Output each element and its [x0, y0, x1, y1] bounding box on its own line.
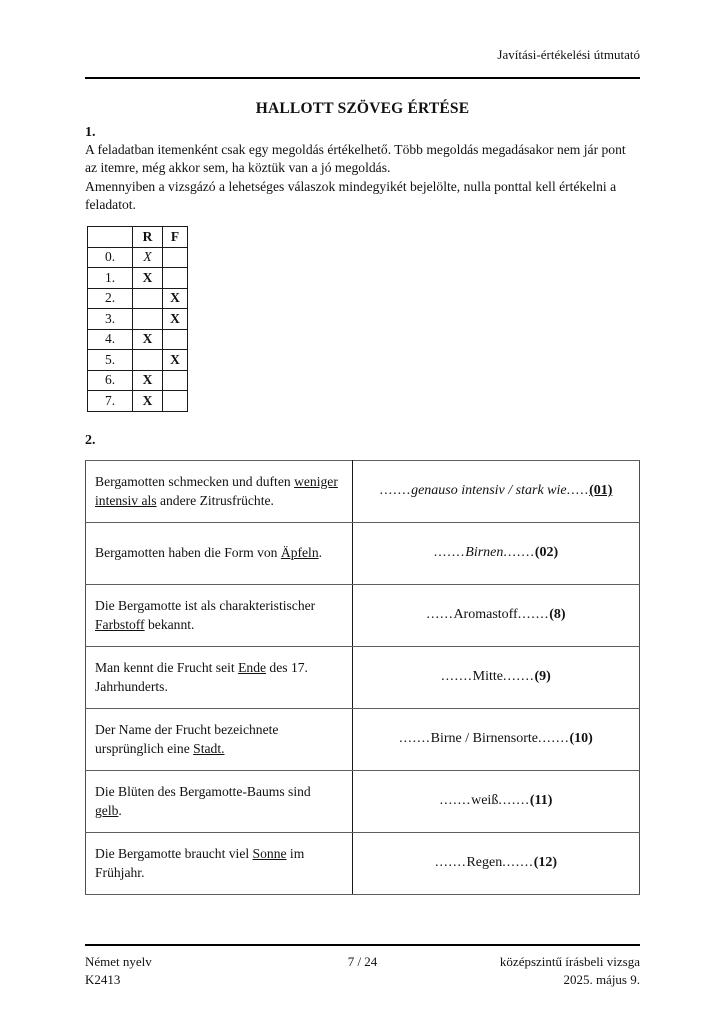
table-row — [86, 584, 640, 646]
statement-text: Bergamotten haben die Form von — [95, 545, 281, 561]
rf-mark-f — [163, 329, 188, 350]
answer-item-number: (02) — [534, 545, 559, 561]
rf-row-label: 4. — [88, 329, 133, 350]
table-row — [88, 329, 188, 350]
section-2-number: 2. — [85, 432, 96, 448]
answer-cell — [353, 708, 640, 770]
rf-mark-r: X — [133, 268, 163, 289]
rf-mark-f — [163, 391, 188, 412]
rf-mark-r: X — [133, 329, 163, 350]
answer-cell — [353, 646, 640, 708]
statement-cell — [86, 584, 353, 646]
statement-text: Bergamotten schmecken und duften — [95, 473, 295, 489]
table-row — [86, 708, 640, 770]
section-1-number: 1. — [85, 125, 96, 140]
rf-mark-r — [133, 288, 163, 309]
rf-row-label: 0. — [88, 247, 133, 268]
table-row — [88, 268, 188, 289]
answer-item-number: (10) — [569, 731, 593, 747]
footer-left — [85, 953, 348, 989]
rf-mark-f: X — [163, 288, 188, 309]
statement-underlined-word: Stadt. — [193, 741, 225, 757]
table-row — [86, 770, 640, 832]
rf-row-label: 6. — [88, 370, 133, 391]
table-row — [88, 247, 188, 268]
statement-cell — [86, 708, 353, 770]
answer-cell — [353, 832, 640, 894]
answer-dots: ....... — [503, 669, 535, 685]
rf-mark-f — [163, 268, 188, 289]
statement-text: Die Bergamotte ist als charakteristischer — [95, 597, 316, 613]
statement-cell — [86, 832, 353, 894]
answer-dots: ....... — [379, 483, 412, 499]
answer-dots: ....... — [503, 545, 535, 561]
answer-dots: ....... — [517, 607, 550, 623]
rf-row-label: 1. — [88, 268, 133, 289]
answer-dots: ...... — [426, 607, 454, 623]
page-header — [85, 47, 640, 79]
answer-item-number: (12) — [533, 855, 558, 871]
answer-text: Birne / Birnensorte — [430, 731, 538, 747]
rf-row-label: 7. — [88, 391, 133, 412]
section-1-paragraph-2: Amennyiben a vizsgázó a lehetséges válaszok mindegyikét bejelölte, nulla ponttal kell értékelni a feladatot. — [85, 178, 617, 212]
page-title: HALLOTT SZÖVEG ÉRTÉSE — [255, 100, 470, 117]
statement-text: Die Blüten des Bergamotte-Baums sind — [95, 783, 311, 799]
answer-text: Mitte — [472, 669, 503, 685]
footer-exam-code: K2413 — [85, 972, 121, 988]
statement-cell — [86, 460, 353, 522]
answer-dots: ..... — [566, 483, 590, 499]
answer-cell — [353, 460, 640, 522]
table-row — [86, 460, 640, 522]
task2-answer-table — [85, 460, 640, 895]
statement-text: Man kennt die Frucht seit — [95, 659, 239, 675]
rf-row-label: 3. — [88, 309, 133, 330]
statement-text: Der Name der Frucht bezeichnete ursprünglich eine — [95, 721, 279, 757]
answer-dots: ....... — [434, 855, 467, 871]
footer-right — [377, 953, 640, 989]
statement-underlined-word: Äpfeln — [280, 545, 319, 561]
table-row — [88, 370, 188, 391]
answer-item-number: (9) — [534, 669, 551, 685]
statement-underlined-word: Farbstoff — [95, 617, 145, 633]
page-footer — [85, 944, 640, 989]
table-row — [86, 646, 640, 708]
answer-dots: ....... — [498, 793, 530, 809]
statement-text: Die Bergamotte braucht viel — [95, 845, 253, 861]
rf-row-label: 2. — [88, 288, 133, 309]
rf-mark-f: X — [163, 350, 188, 371]
rf-answer-table — [87, 226, 188, 412]
answer-dots: ....... — [502, 855, 534, 871]
answer-dots: ....... — [399, 731, 431, 747]
answer-item-number: (11) — [529, 793, 553, 809]
footer-page-number: 7 / 24 — [347, 954, 378, 969]
table-row — [88, 288, 188, 309]
statement-cell — [86, 522, 353, 584]
statement-text: bekannt. — [144, 617, 195, 633]
answer-item-number: (8) — [549, 607, 566, 623]
statement-text: . — [318, 545, 323, 561]
answer-text: genauso intensiv / stark wie — [411, 483, 567, 499]
answer-item-number: (01) — [589, 483, 613, 499]
statement-underlined-word: Sonne — [252, 845, 287, 861]
rf-mark-f: X — [163, 309, 188, 330]
footer-date: 2025. május 9. — [563, 972, 640, 988]
answer-text: Regen — [466, 855, 503, 871]
statement-underlined-word: weniger intensiv als — [95, 473, 338, 509]
answer-dots: ....... — [433, 545, 466, 561]
statement-cell — [86, 770, 353, 832]
statement-text: des 17. Jahrhunderts. — [95, 659, 308, 695]
answer-text: Aromastoff — [453, 607, 518, 623]
answer-dots: ....... — [537, 731, 570, 747]
statement-text: andere Zitrusfrüchte. — [156, 493, 274, 509]
table-row — [86, 522, 640, 584]
answer-dots: ....... — [441, 669, 473, 685]
answer-text: weiß — [471, 793, 499, 809]
table-row — [86, 832, 640, 894]
statement-cell — [86, 646, 353, 708]
statement-text: . — [118, 803, 122, 819]
footer-exam-level: középszintű írásbeli vizsga — [499, 954, 640, 969]
answer-text: Birnen — [465, 545, 504, 561]
footer-subject: Német nyelv — [85, 954, 152, 969]
answer-dots: ....... — [439, 793, 472, 809]
table-row — [88, 391, 188, 412]
answer-cell — [353, 522, 640, 584]
rf-mark-r: X — [133, 247, 163, 268]
rf-col-header-r: R — [133, 227, 163, 248]
statement-underlined-word: gelb — [95, 803, 119, 819]
answer-cell — [353, 770, 640, 832]
rf-col-header-f: F — [163, 227, 188, 248]
statement-text: im Frühjahr. — [95, 845, 305, 881]
rf-mark-f — [163, 370, 188, 391]
rf-mark-r — [133, 350, 163, 371]
rf-mark-r — [133, 309, 163, 330]
rf-mark-f — [163, 247, 188, 268]
rf-mark-r: X — [133, 370, 163, 391]
table-row — [88, 350, 188, 371]
header-note: Javítási-értékelési útmutató — [497, 47, 640, 62]
statement-underlined-word: Ende — [238, 659, 267, 675]
rf-mark-r: X — [133, 391, 163, 412]
table-row — [88, 227, 188, 248]
section-1-paragraph-1: A feladatban itemenként csak egy megoldás értékelhető. Több megoldás megadásakor nem jár pont az itemre, még akkor sem, ha köztük van a jó megoldás. — [85, 142, 626, 176]
rf-row-label: 5. — [88, 350, 133, 371]
rf-corner-cell — [88, 227, 133, 248]
answer-cell — [353, 584, 640, 646]
table-row — [88, 309, 188, 330]
